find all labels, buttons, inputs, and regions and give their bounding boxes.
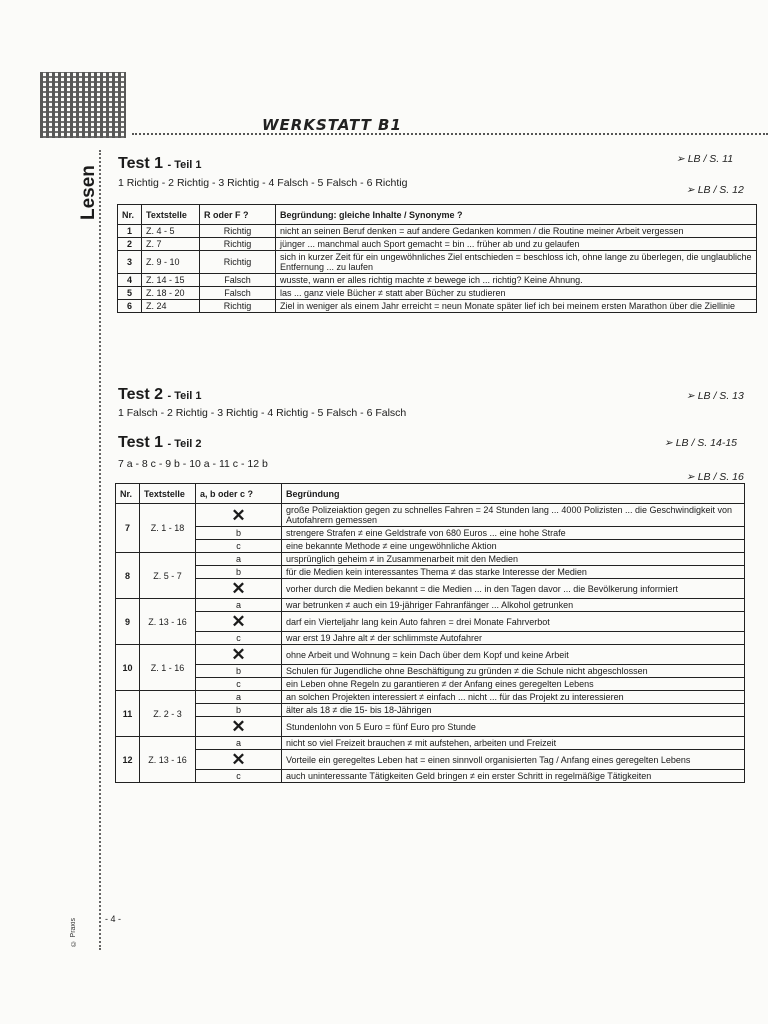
col-header-textstelle: Textstelle <box>142 205 200 225</box>
section3-title-text: Test 1 <box>118 434 164 451</box>
answer-cell: Richtig <box>200 238 276 251</box>
row-number: 7 <box>116 504 140 553</box>
page-number: - 4 - <box>105 914 122 924</box>
begruendung-cell: ursprünglich geheim ≠ in Zusammenarbeit mit den Medien <box>282 553 745 566</box>
answer-cell: Falsch <box>200 287 276 300</box>
begruendung-cell: Stundenlohn von 5 Euro = fünf Euro pro Stunde <box>282 717 745 737</box>
table-row <box>116 540 745 553</box>
side-divider <box>99 150 101 950</box>
option-letter: c <box>196 770 282 783</box>
selected-cross-mark: ✕ <box>196 612 282 632</box>
row-number: 3 <box>118 251 142 274</box>
answer-cell: Richtig <box>200 300 276 313</box>
begruendung-cell: Schulen für Jugendliche ohne Beschäftigung zu gründen ≠ die Schule nicht abgeschlossen <box>282 665 745 678</box>
textstelle-cell: Z. 7 <box>142 238 200 251</box>
begruendung-cell: nicht an seinen Beruf denken = auf andere Gedanken kommen / die Routine meiner Arbeit vergessen <box>276 225 757 238</box>
answer-cell: Richtig <box>200 251 276 274</box>
section1-ref-2: ➢ LB / S. 12 <box>686 184 744 196</box>
section1-table-header <box>118 205 757 225</box>
table-row <box>116 599 745 612</box>
section1-title-text: Test 1 <box>118 155 164 172</box>
begruendung-cell: jünger ... manchmal auch Sport gemacht = bin ... früher ab und zu gelaufen <box>276 238 757 251</box>
section2-title-text: Test 2 <box>118 386 164 403</box>
col-header-begruendung: Begründung: gleiche Inhalte / Synonyme ? <box>276 205 757 225</box>
textstelle-cell: Z. 18 - 20 <box>142 287 200 300</box>
col-header-rf: R oder F ? <box>200 205 276 225</box>
col-header-nr: Nr. <box>118 205 142 225</box>
begruendung-cell: las ... ganz viele Bücher ≠ statt aber Bücher zu studieren <box>276 287 757 300</box>
begruendung-cell: Ziel in weniger als einem Jahr erreicht = neun Monate später lief ich bei meinem ersten Marathon über die Ziellinie <box>276 300 757 313</box>
publisher-label: © Praxis <box>70 918 77 947</box>
section3-table-header <box>116 484 745 504</box>
section2-ref: ➢ LB / S. 13 <box>686 390 744 402</box>
option-letter: a <box>196 553 282 566</box>
section1-title <box>118 155 202 173</box>
selected-cross-mark: ✕ <box>196 645 282 665</box>
section1-ref-1: ➢ LB / S. 11 <box>676 153 734 165</box>
page-header-title: WERKSTATT B1 <box>262 116 402 134</box>
table-row <box>118 251 757 274</box>
selected-cross-mark: ✕ <box>196 717 282 737</box>
table-row <box>118 287 757 300</box>
table-row <box>116 717 745 737</box>
table-row <box>116 691 745 704</box>
section1-table <box>117 204 757 313</box>
table-row <box>116 553 745 566</box>
begruendung-cell: Vorteile ein geregeltes Leben hat = einen sinnvoll organisierten Tag / Anfang eines geregelten Lebens <box>282 750 745 770</box>
textstelle-cell: Z. 4 - 5 <box>142 225 200 238</box>
option-letter: a <box>196 737 282 750</box>
section2-title <box>118 386 202 404</box>
row-number: 10 <box>116 645 140 691</box>
begruendung-cell: nicht so viel Freizeit brauchen ≠ mit aufstehen, arbeiten und Freizeit <box>282 737 745 750</box>
option-letter: a <box>196 691 282 704</box>
table-row <box>116 579 745 599</box>
answer-cell: Richtig <box>200 225 276 238</box>
table-row <box>116 632 745 645</box>
textstelle-cell: Z. 1 - 18 <box>140 504 196 553</box>
row-number: 4 <box>118 274 142 287</box>
begruendung-cell: auch uninteressante Tätigkeiten Geld bringen ≠ ein erster Schritt in regelmäßige Tätigkeiten <box>282 770 745 783</box>
section1-answers: 1 Richtig - 2 Richtig - 3 Richtig - 4 Falsch - 5 Falsch - 6 Richtig <box>118 177 408 189</box>
selected-cross-mark: ✕ <box>196 579 282 599</box>
section3-answers: 7 a - 8 c - 9 b - 10 a - 11 c - 12 b <box>118 458 268 470</box>
textstelle-cell: Z. 14 - 15 <box>142 274 200 287</box>
qr-code <box>40 72 126 138</box>
textstelle-cell: Z. 13 - 16 <box>140 599 196 645</box>
row-number: 5 <box>118 287 142 300</box>
section3-ref-2: ➢ LB / S. 16 <box>686 471 744 483</box>
begruendung-cell: älter als 18 ≠ die 15- bis 18-Jährigen <box>282 704 745 717</box>
row-number: 2 <box>118 238 142 251</box>
table-row <box>116 504 745 527</box>
textstelle-cell: Z. 2 - 3 <box>140 691 196 737</box>
option-letter: a <box>196 599 282 612</box>
table-row <box>116 737 745 750</box>
textstelle-cell: Z. 5 - 7 <box>140 553 196 599</box>
row-number: 1 <box>118 225 142 238</box>
begruendung-cell: vorher durch die Medien bekannt = die Medien ... in den Tagen davor ... die Bevölkerung informiert <box>282 579 745 599</box>
row-number: 8 <box>116 553 140 599</box>
table-row <box>116 704 745 717</box>
option-letter: b <box>196 566 282 579</box>
selected-cross-mark: ✕ <box>196 750 282 770</box>
section-side-label: Lesen <box>78 165 99 220</box>
begruendung-cell: an solchen Projekten interessiert ≠ einfach ... nicht ... für das Projekt zu interessieren <box>282 691 745 704</box>
table-row <box>116 665 745 678</box>
table-row <box>118 238 757 251</box>
section3-subtitle: - Teil 2 <box>167 438 202 450</box>
table-row <box>118 300 757 313</box>
row-number: 6 <box>118 300 142 313</box>
row-number: 9 <box>116 599 140 645</box>
textstelle-cell: Z. 9 - 10 <box>142 251 200 274</box>
col-header-textstelle: Textstelle <box>140 484 196 504</box>
col-header-begruendung: Begründung <box>282 484 745 504</box>
begruendung-cell: war betrunken ≠ auch ein 19-jähriger Fahranfänger ... Alkohol getrunken <box>282 599 745 612</box>
table-row <box>116 612 745 632</box>
header-divider <box>132 133 768 135</box>
begruendung-cell: ohne Arbeit und Wohnung = kein Dach über dem Kopf und keine Arbeit <box>282 645 745 665</box>
begruendung-cell: große Polizeiaktion gegen zu schnelles Fahren = 24 Stunden lang ... 4000 Polizisten ... die Geschwindigkeit von Autofahrern gemessen <box>282 504 745 527</box>
begruendung-cell: ein Leben ohne Regeln zu garantieren ≠ der Anfang eines geregelten Lebens <box>282 678 745 691</box>
option-letter: b <box>196 527 282 540</box>
table-row <box>118 274 757 287</box>
table-row <box>116 645 745 665</box>
option-letter: c <box>196 540 282 553</box>
row-number: 11 <box>116 691 140 737</box>
section3-title <box>118 434 202 452</box>
table-row <box>118 225 757 238</box>
answer-cell: Falsch <box>200 274 276 287</box>
begruendung-cell: sich in kurzer Zeit für ein ungewöhnliches Ziel entschieden = beschloss ich, ohne lange zu überlegen, die unglaubliche Entfernung ... zu laufen <box>276 251 757 274</box>
table-row <box>116 566 745 579</box>
table-row <box>116 770 745 783</box>
option-letter: c <box>196 678 282 691</box>
begruendung-cell: strengere Strafen ≠ eine Geldstrafe von 680 Euros ... eine hohe Strafe <box>282 527 745 540</box>
begruendung-cell: darf ein Vierteljahr lang kein Auto fahren = drei Monate Fahrverbot <box>282 612 745 632</box>
section2-answers: 1 Falsch - 2 Richtig - 3 Richtig - 4 Richtig - 5 Falsch - 6 Falsch <box>118 407 407 419</box>
selected-cross-mark: ✕ <box>196 504 282 527</box>
col-header-nr: Nr. <box>116 484 140 504</box>
begruendung-cell: für die Medien kein interessantes Thema ≠ das starke Interesse der Medien <box>282 566 745 579</box>
section3-ref-1: ➢ LB / S. 14-15 <box>664 437 738 449</box>
begruendung-cell: wusste, wann er alles richtig machte ≠ bewege ich ... richtig? Keine Ahnung. <box>276 274 757 287</box>
table-row <box>116 527 745 540</box>
textstelle-cell: Z. 24 <box>142 300 200 313</box>
row-number: 12 <box>116 737 140 783</box>
col-header-abc: a, b oder c ? <box>196 484 282 504</box>
option-letter: b <box>196 665 282 678</box>
section3-table <box>115 483 745 783</box>
table-row <box>116 678 745 691</box>
begruendung-cell: war erst 19 Jahre alt ≠ der schlimmste Autofahrer <box>282 632 745 645</box>
section2-subtitle: - Teil 1 <box>167 390 202 402</box>
textstelle-cell: Z. 13 - 16 <box>140 737 196 783</box>
begruendung-cell: eine bekannte Methode ≠ eine ungewöhnliche Aktion <box>282 540 745 553</box>
option-letter: c <box>196 632 282 645</box>
option-letter: b <box>196 704 282 717</box>
textstelle-cell: Z. 1 - 16 <box>140 645 196 691</box>
section1-subtitle: - Teil 1 <box>167 159 202 171</box>
table-row <box>116 750 745 770</box>
